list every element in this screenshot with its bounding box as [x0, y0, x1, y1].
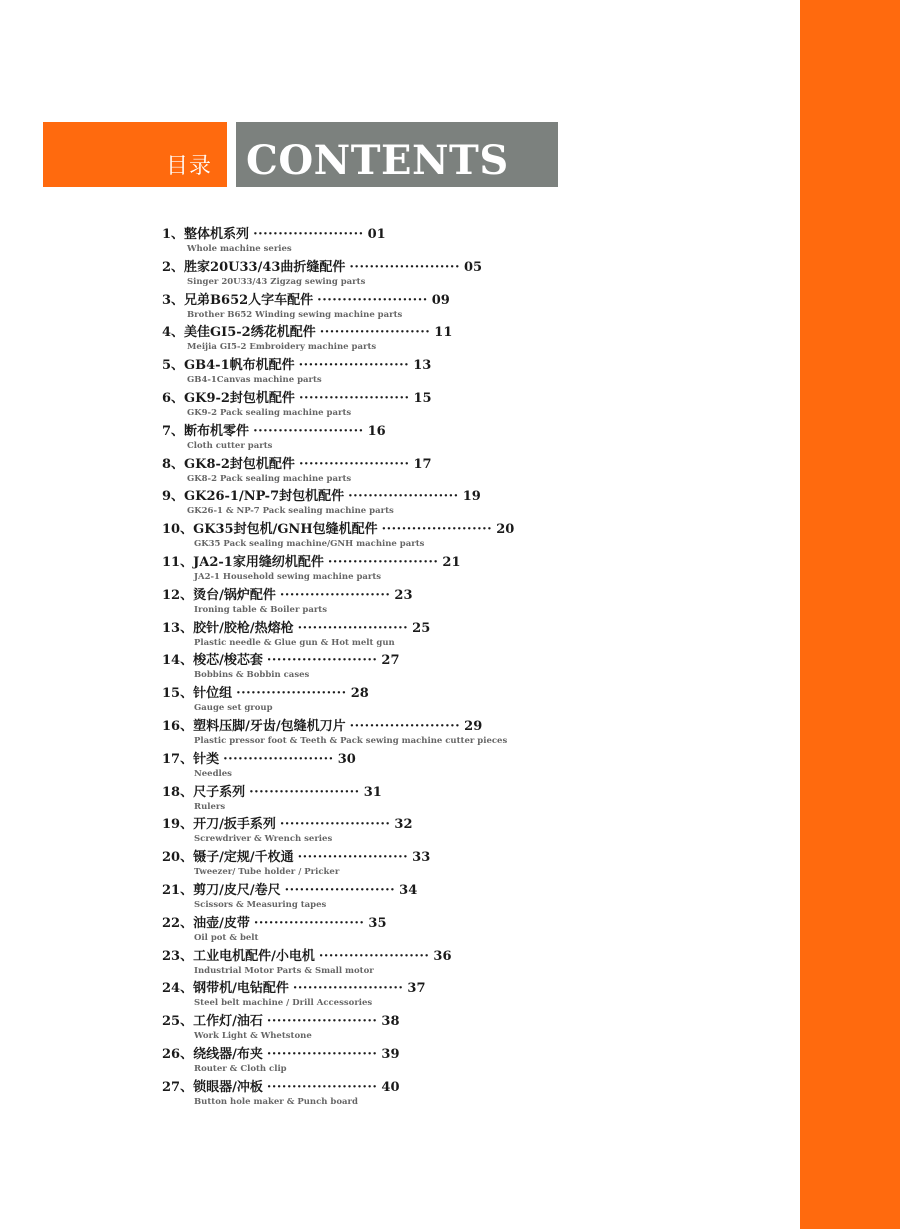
toc-leader-dots: ······················ [236, 686, 347, 702]
toc-entry-page: 23 [394, 587, 413, 603]
toc-entry-line [162, 259, 762, 277]
toc-entry[interactable] [162, 357, 762, 390]
toc-entry-title: 针类 [193, 751, 220, 767]
toc-entry-line [162, 915, 762, 933]
toc-entry-page: 13 [413, 358, 432, 374]
toc-entry-title: 油壶/皮带 [193, 915, 250, 931]
toc-entry-number: 7、 [162, 423, 185, 439]
toc-entry-number: 26、 [162, 1046, 194, 1062]
toc-entry-title: GK35封包机/GNH包缝机配件 [193, 522, 378, 538]
toc-entry[interactable] [162, 849, 762, 882]
toc-entry-title: 美佳GI5-2绣花机配件 [184, 325, 316, 341]
toc-entry-line [162, 1079, 762, 1097]
toc-entry-number: 15、 [162, 686, 194, 702]
toc-entry-number: 11、 [162, 554, 194, 570]
toc-entry-page: 15 [413, 390, 432, 406]
table-of-contents [162, 226, 762, 1112]
toc-leader-dots: ······················ [297, 620, 409, 636]
toc-leader-dots: ······················ [223, 751, 334, 767]
toc-entry-page: 34 [399, 882, 418, 898]
toc-entry[interactable] [162, 915, 762, 948]
toc-entry-title: 塑料压脚/牙齿/包缝机刀片 [193, 718, 346, 734]
toc-entry[interactable] [162, 816, 762, 849]
toc-entry-title: JA2-1家用缝纫机配件 [193, 554, 324, 570]
toc-entry-number: 6、 [162, 390, 185, 406]
toc-entry-number: 20、 [162, 850, 194, 866]
toc-entry-number: 4、 [162, 325, 185, 341]
toc-entry-line [162, 554, 762, 572]
toc-entry-title: 兄弟B652人字车配件 [184, 292, 314, 308]
toc-leader-dots: ······················ [279, 817, 391, 833]
toc-entry-page: 39 [381, 1046, 400, 1062]
toc-leader-dots: ······················ [284, 882, 396, 898]
toc-entry-page: 33 [412, 850, 431, 866]
toc-leader-dots: ······················ [253, 227, 364, 242]
toc-entry-number: 27、 [162, 1079, 194, 1095]
toc-entry-number: 13、 [162, 620, 194, 636]
toc-entry-subtitle: Screwdriver & Wrench series [194, 834, 333, 845]
toc-entry-number: 9、 [162, 489, 185, 505]
toc-entry[interactable] [162, 784, 762, 817]
toc-entry[interactable] [162, 652, 762, 685]
toc-entry-title: 胶针/胶枪/热熔枪 [193, 620, 294, 636]
toc-entry[interactable] [162, 1013, 762, 1046]
toc-entry-line [162, 784, 762, 802]
toc-entry-title: GK8-2封包机配件 [184, 456, 295, 472]
toc-entry-subtitle: GK35 Pack sealing machine/GNH machine parts [194, 539, 425, 550]
toc-leader-dots: ······················ [327, 554, 439, 570]
toc-entry[interactable] [162, 324, 762, 357]
toc-entry-page: 40 [381, 1079, 400, 1095]
toc-entry-line [162, 1013, 762, 1031]
toc-entry-page: 17 [413, 456, 432, 472]
toc-entry-number: 12、 [162, 587, 194, 603]
toc-leader-dots: ······················ [279, 587, 391, 603]
toc-entry[interactable] [162, 685, 762, 718]
toc-entry-number: 16、 [162, 718, 194, 734]
toc-leader-dots: ······················ [292, 981, 404, 997]
toc-entry-number: 14、 [162, 653, 194, 669]
toc-leader-dots: ······················ [348, 489, 459, 505]
toc-entry-page: 28 [350, 686, 369, 702]
toc-leader-dots: ······················ [266, 653, 378, 669]
toc-entry-line [162, 816, 762, 834]
toc-entry-page: 11 [434, 325, 453, 341]
toc-entry-number: 18、 [162, 784, 194, 800]
toc-entry-subtitle: Ironing table & Boiler parts [194, 604, 328, 615]
toc-entry-page: 16 [367, 423, 386, 439]
toc-entry-subtitle: Scissors & Measuring tapes [194, 899, 327, 910]
toc-entry-page: 19 [462, 489, 481, 505]
toc-entry-line [162, 751, 762, 769]
toc-entry-subtitle: GK26-1 & NP-7 Pack sealing machine parts [187, 506, 394, 517]
toc-entry-title: 绕线器/布夹 [193, 1046, 263, 1062]
toc-leader-dots: ······················ [319, 325, 431, 341]
toc-entry-line [162, 1046, 762, 1064]
toc-entry-subtitle: Gauge set group [194, 703, 273, 714]
toc-entry-page: 32 [394, 817, 413, 833]
toc-leader-dots: ······················ [318, 948, 430, 964]
toc-entry-page: 35 [368, 915, 387, 931]
toc-entry-subtitle: Rulers [194, 801, 226, 812]
toc-entry-subtitle: Meijia GI5-2 Embroidery machine parts [187, 342, 377, 353]
toc-entry[interactable] [162, 226, 762, 259]
toc-leader-dots: ······················ [298, 456, 410, 472]
toc-entry-page: 21 [442, 554, 461, 570]
toc-entry-subtitle: Router & Cloth clip [194, 1063, 287, 1074]
toc-leader-dots: ······················ [298, 358, 410, 374]
toc-entry[interactable] [162, 587, 762, 620]
toc-entry[interactable] [162, 882, 762, 915]
toc-entry-page: 37 [407, 981, 426, 997]
toc-entry-title: 工业电机配件/小电机 [193, 948, 315, 964]
toc-entry-line [162, 357, 762, 375]
toc-leader-dots: ······················ [297, 850, 409, 866]
toc-leader-dots: ······················ [298, 390, 410, 406]
toc-entry[interactable] [162, 292, 762, 325]
toc-entry-title: 工作灯/油石 [193, 1014, 263, 1030]
toc-entry-title: 尺子系列 [193, 784, 246, 800]
toc-leader-dots: ······················ [349, 718, 461, 734]
toc-entry-number: 17、 [162, 751, 194, 767]
toc-entry-number: 21、 [162, 882, 194, 898]
toc-entry-subtitle: Plastic needle & Glue gun & Hot melt gun [194, 637, 395, 648]
toc-entry-subtitle: JA2-1 Household sewing machine parts [194, 571, 382, 582]
toc-entry-subtitle: Industrial Motor Parts & Small motor [194, 965, 374, 976]
toc-entry-title: GK9-2封包机配件 [184, 390, 295, 406]
toc-entry-line [162, 587, 762, 605]
toc-entry-line [162, 456, 762, 474]
toc-entry-title: GK26-1/NP-7封包机配件 [184, 489, 345, 505]
toc-entry-page: 38 [381, 1014, 400, 1030]
toc-entry[interactable] [162, 390, 762, 423]
toc-entry-line [162, 685, 762, 703]
toc-leader-dots: ······················ [266, 1079, 378, 1095]
toc-entry-number: 19、 [162, 817, 194, 833]
toc-entry-title: 整体机系列 [184, 227, 250, 242]
toc-entry-page: 29 [464, 718, 483, 734]
toc-entry-line [162, 488, 762, 506]
toc-entry[interactable] [162, 751, 762, 784]
toc-entry[interactable] [162, 259, 762, 292]
toc-leader-dots: ······················ [249, 784, 360, 800]
toc-entry-line [162, 882, 762, 900]
toc-entry-number: 1、 [162, 227, 185, 242]
toc-entry-line [162, 521, 762, 539]
toc-entry-number: 3、 [162, 292, 185, 308]
toc-entry-line [162, 226, 762, 244]
toc-entry-subtitle: Button hole maker & Punch board [194, 1096, 358, 1107]
toc-entry-line [162, 620, 762, 638]
toc-entry-number: 25、 [162, 1014, 194, 1030]
toc-entry-number: 24、 [162, 981, 194, 997]
contents-title-en: CONTENTS [246, 137, 509, 184]
toc-entry-page: 20 [496, 522, 515, 538]
toc-entry[interactable] [162, 488, 762, 521]
toc-entry[interactable] [162, 423, 762, 456]
toc-leader-dots: ······················ [381, 522, 493, 538]
toc-entry[interactable] [162, 718, 762, 751]
toc-entry[interactable] [162, 554, 762, 587]
toc-entry-number: 10、 [162, 522, 194, 538]
toc-entry-subtitle: Bobbins & Bobbin cases [194, 670, 310, 681]
toc-entry-page: 30 [337, 751, 356, 767]
toc-entry-number: 2、 [162, 259, 185, 275]
toc-entry[interactable] [162, 1079, 762, 1112]
toc-entry-number: 8、 [162, 456, 185, 472]
toc-entry-subtitle: Plastic pressor foot & Teeth & Pack sewing machine cutter pieces [194, 735, 508, 746]
toc-entry-title: 钢带机/电钻配件 [193, 981, 289, 997]
toc-entry-number: 5、 [162, 358, 185, 374]
toc-entry-page: 09 [431, 292, 450, 308]
toc-entry-page: 01 [367, 227, 386, 242]
toc-entry-line [162, 980, 762, 998]
toc-entry-subtitle: Steel belt machine / Drill Accessories [194, 998, 373, 1009]
toc-entry-title: 梭芯/梭芯套 [193, 653, 263, 669]
toc-entry-title: 锁眼器/冲板 [193, 1079, 263, 1095]
toc-entry-page: 05 [463, 259, 483, 275]
toc-entry-title: 断布机零件 [184, 423, 250, 439]
toc-entry-line [162, 849, 762, 867]
toc-entry-page: 27 [381, 653, 400, 669]
toc-entry[interactable] [162, 456, 762, 489]
toc-entry[interactable] [162, 980, 762, 1013]
toc-entry-subtitle: Oil pot & belt [194, 932, 259, 943]
toc-leader-dots: ······················ [349, 259, 460, 275]
toc-entry-number: 22、 [162, 915, 194, 931]
toc-entry-line [162, 718, 762, 736]
toc-entry-subtitle: Whole machine series [187, 244, 292, 254]
toc-entry-subtitle: Needles [194, 768, 232, 779]
toc-entry-line [162, 652, 762, 670]
toc-entry-subtitle: Brother B652 Winding sewing machine parts [187, 309, 403, 320]
toc-entry-number: 23、 [162, 948, 194, 964]
toc-entry-line [162, 948, 762, 966]
toc-entry-title: 针位组 [193, 686, 233, 702]
contents-title-cn: 目录 [166, 154, 213, 179]
toc-entry-line [162, 390, 762, 408]
toc-entry-page: 31 [363, 784, 382, 800]
toc-leader-dots: ······················ [253, 915, 365, 931]
toc-entry-page: 36 [433, 948, 452, 964]
toc-entry-subtitle: Tweezer/ Tube holder / Pricker [194, 867, 340, 878]
toc-entry-subtitle: Cloth cutter parts [187, 440, 273, 451]
toc-leader-dots: ······················ [317, 292, 428, 308]
toc-entry-title: 镊子/定规/千枚通 [193, 850, 294, 866]
toc-entry-subtitle: GB4-1Canvas machine parts [187, 375, 322, 386]
toc-entry-line [162, 292, 762, 310]
toc-entry-title: 开刀/扳手系列 [193, 817, 276, 833]
toc-entry-title: 剪刀/皮尺/卷尺 [193, 882, 281, 898]
toc-entry-subtitle: Work Light & Whetstone [194, 1031, 312, 1042]
toc-entry-title: 烫台/锅炉配件 [193, 587, 276, 603]
toc-entry[interactable] [162, 948, 762, 981]
toc-entry-subtitle: Singer 20U33/43 Zigzag sewing parts [187, 276, 366, 287]
toc-entry-title: GB4-1帆布机配件 [184, 358, 295, 374]
toc-leader-dots: ······················ [266, 1014, 378, 1030]
orange-side-bar [800, 0, 900, 1229]
toc-entry[interactable] [162, 521, 762, 554]
toc-leader-dots: ······················ [253, 423, 364, 439]
toc-entry-title: 胜家20U33/43曲折缝配件 [184, 259, 346, 275]
toc-entry[interactable] [162, 620, 762, 653]
toc-entry-subtitle: GK9-2 Pack sealing machine parts [187, 407, 352, 418]
toc-entry-line [162, 423, 762, 441]
toc-entry-subtitle: GK8-2 Pack sealing machine parts [187, 473, 352, 484]
toc-entry-page: 25 [412, 620, 431, 636]
toc-leader-dots: ······················ [266, 1046, 378, 1062]
toc-entry[interactable] [162, 1046, 762, 1079]
toc-entry-line [162, 324, 762, 342]
